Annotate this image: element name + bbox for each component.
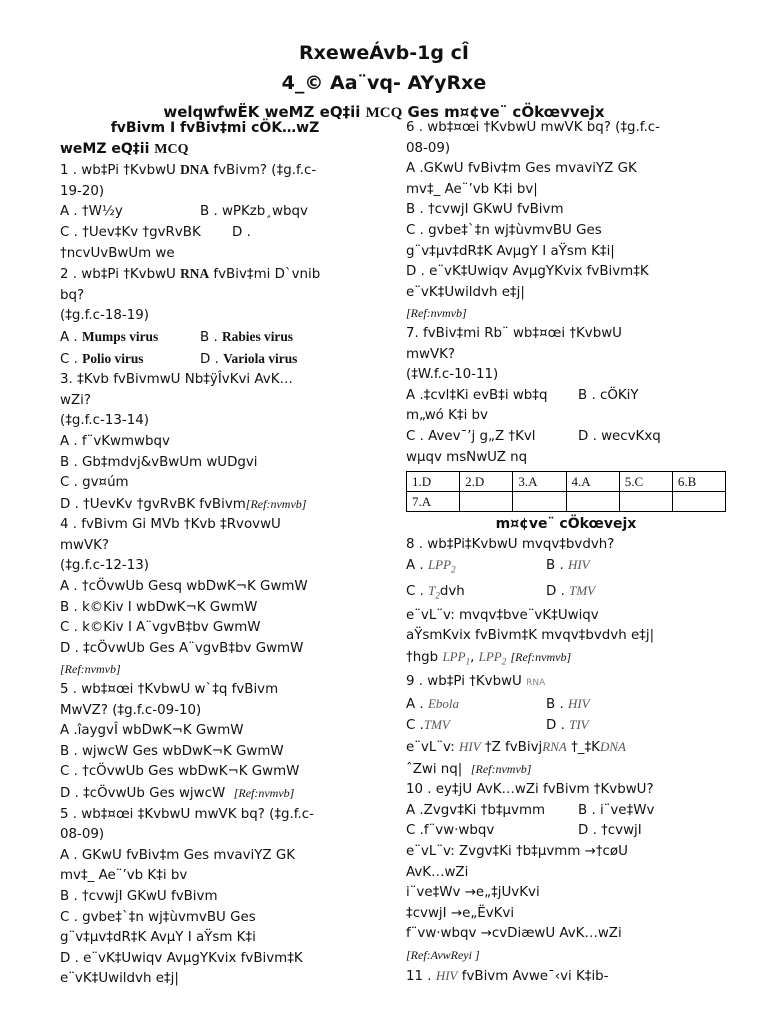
q6-reference: [Ref:nvmvb] [406, 306, 467, 321]
answer-cell: 4.A [566, 472, 619, 492]
q9-option-a[interactable] [406, 694, 546, 716]
q8-option-d-text: TMV [569, 582, 596, 598]
question-7: 7. fvBiv‡mi Rb¨ wb‡¤œi †KvbwU [406, 325, 622, 341]
q8-option-a-sub: 2 [451, 564, 456, 575]
q5b-option-d[interactable]: D . e¨vK‡Uwiqv AvµgYKvix fvBivm‡K [60, 950, 303, 966]
q9-reference: [Ref:nvmvb] [470, 761, 532, 776]
q5b-option-a-cont: mv‡_ Ae¨’vb K‡i bv [60, 868, 188, 884]
q8-option-a[interactable] [406, 555, 546, 580]
q1-options-cd [60, 223, 370, 244]
q9-option-b[interactable] [546, 694, 590, 716]
q1-options-ab [60, 202, 370, 223]
q4-option-a[interactable]: A . †cÖvwUb Gesq wbDwK¬K GwmW [60, 579, 308, 595]
q9-explanation-hiv: HIV [458, 739, 481, 755]
q6-option-d[interactable]: D . e¨vK‡Uwiqv AvµgYKvix fvBivm‡K [406, 264, 649, 280]
q7-option-d[interactable]: D . wecvKxq [578, 428, 661, 444]
q10-options-cd [406, 821, 726, 842]
q9-explanation-text1: †Z fvBivj [484, 740, 543, 756]
q2-option-a[interactable] [60, 327, 200, 349]
question-5b: 5 . wb‡¤œi ‡KvbwU mwVK bq? (‡g.f.c- [60, 806, 314, 822]
q4-option-b[interactable]: B . k©Kiv I wbDwK¬K GwmW [60, 599, 258, 615]
answer-cell [672, 492, 725, 512]
q8-option-c-label: C . [406, 583, 424, 599]
q10-option-a[interactable]: A .Zvgv‡Ki †b‡µvmm [406, 802, 546, 818]
question-4: 4 . fvBivm Gi MVb †Kvb ‡RvovwU [60, 517, 281, 533]
question-1 [60, 160, 370, 182]
q3-line3: (‡g.f.c-13-14) [60, 413, 149, 429]
q10-explanation-polio: ‡cvwjI →e„ËvKvi [406, 905, 515, 921]
q7-option-c-cont: wµqv msNwUZ nq [406, 449, 528, 465]
q3-line2: wZi? [60, 392, 91, 408]
q8-option-b-text: HIV [567, 557, 590, 573]
q9-option-c-label: C . [406, 718, 424, 734]
q7-line2: mwVK? [406, 346, 456, 362]
q6-option-a-cont: mv‡_ Ae¨’vb K‡i bv| [406, 181, 538, 197]
q7-options-ab [406, 386, 726, 407]
answer-cell [513, 492, 566, 512]
q1-option-b[interactable]: B . wPKzb¸wbqv [200, 204, 308, 220]
answer-cell [460, 492, 513, 512]
answer-cell: 1.D [407, 472, 460, 492]
left-section-subtitle-text: weMZ eQ‡ii [60, 140, 150, 157]
q7-option-a-cont: m„wó K‡i bv [406, 408, 488, 424]
q8-explanation: e¨vL¨v: mvqv‡bve¨vK‡Uwiqv [406, 607, 599, 623]
q2-option-c-text: Polio virus [82, 350, 144, 366]
q8-option-c-sub: 2 [435, 590, 440, 601]
q8-option-a-label: A . [406, 558, 424, 574]
q4-line3: (‡g.f.c-12-13) [60, 558, 149, 574]
q5b-line2: 08-09) [60, 827, 105, 843]
q8-example-lpp1-sub: 1 [465, 656, 471, 667]
q5b-option-c-cont: g¨v‡µv‡dR‡K AvµY I aŸsm K‡i [60, 930, 256, 946]
q2-options-ab [60, 327, 370, 349]
q9-explanation-dna: DNA [599, 739, 626, 755]
q5a-option-b[interactable]: B . wjwcW Ges wbDwK¬K GwmW [60, 743, 284, 759]
q9-option-c[interactable] [406, 715, 546, 737]
q9-rna-glyph: RNA [526, 678, 546, 689]
q3-option-d[interactable]: D . †UevKv †gvRvBK fvBivm [60, 496, 246, 512]
q9-explanation-text2: †_‡K [571, 740, 600, 756]
q2-option-a-text: Mumps virus [81, 328, 159, 344]
q5a-reference: [Ref:nvmvb] [233, 786, 295, 800]
answer-row [407, 492, 726, 512]
right-column [406, 118, 726, 987]
answer-row [407, 472, 726, 492]
q2-text-a: 2 . wb‡Pi †KvbwU [60, 267, 176, 283]
q3-option-d-row [60, 494, 370, 516]
q3-option-c[interactable]: C . gv¤úm [60, 475, 129, 491]
q7-option-c[interactable]: C . Avev¯’j g„Z †Kvl [406, 428, 536, 444]
q4-option-d[interactable]: D . ‡cÖvwUb Ges A¨vgvB‡bv GwmW [60, 640, 304, 656]
q9-option-d-text: TIV [569, 717, 589, 733]
q2-option-b-text: Rabies virus [221, 328, 294, 344]
q10-explanation-cont: AvK…wZi [406, 864, 469, 880]
q8-explanation-example [406, 647, 726, 672]
q9-text: 9 . wb‡Pi †KvbwU [406, 674, 522, 690]
q2-option-c[interactable] [60, 349, 200, 371]
q7-option-b[interactable]: B . cÖKiY [578, 387, 639, 403]
q5b-option-c[interactable]: C . gvbe‡`‡n wj‡ùvmvBU Ges [60, 909, 256, 925]
q9-option-b-text: HIV [567, 695, 590, 711]
q8-option-b[interactable] [546, 555, 590, 577]
q10-explanation-vaccinia: f¨vw·wbqv →cvDiæwU AvK…wZi [406, 926, 622, 942]
q6-option-d-cont: e¨vK‡Uwildvh e‡j| [406, 284, 525, 300]
q9-option-b-label: B . [546, 696, 564, 712]
q10-explanation-rhabdo: i¨ve‡Wv →e„‡jUvKvi [406, 885, 540, 901]
q8-options-cd [406, 581, 726, 606]
q8-example-label: †hgb [406, 650, 439, 665]
q10-option-c[interactable]: C .f¨vw·wbqv [406, 823, 495, 839]
q3-reference: [Ref:nvmvb] [245, 496, 307, 511]
q8-option-c[interactable] [406, 581, 546, 606]
q2-option-d-label: D . [200, 351, 219, 367]
question-10: 10 . ey‡jU AvK…wZi fvBivm †KvbwU? [406, 782, 654, 798]
q10-options-ab [406, 801, 726, 822]
q8-options-ab [406, 555, 726, 580]
q8-reference: [Ref:nvmvb] [510, 650, 572, 664]
q4-option-c[interactable]: C . k©Kiv I A¨vgvB‡bv GwmW [60, 620, 261, 636]
section-heading-mcq: MCQ [365, 105, 403, 121]
q2-option-b-label: B . [200, 329, 218, 345]
left-column [60, 118, 370, 990]
question-3: 3. ‡Kvb fvBivmwU Nb‡ÿÎvKvi AvK… [60, 372, 293, 388]
q9-option-d-label: D . [546, 718, 565, 734]
q1-text-c: fvBivm? (‡g.f.c- [213, 163, 317, 179]
q8-example-lpp2: LPP [478, 649, 502, 664]
q11-number: 11 . [406, 968, 432, 984]
question-6: 6 . wb‡¤œi †KvbwU mwVK bq? (‡g.f.c- [406, 120, 660, 135]
q6-option-c[interactable]: C . gvbe‡`‡n wj‡ùvmvBU Ges [406, 222, 602, 238]
q9-options-ab [406, 694, 726, 716]
q7-line3: (‡W.f.c-10-11) [406, 367, 499, 383]
q9-explanation-rna: RNA [542, 739, 567, 755]
q7-option-a[interactable]: A .‡cvl‡Ki evB‡i wb‡q [406, 387, 548, 403]
q5a-option-d-row [60, 783, 370, 805]
q8-option-b-label: B . [546, 558, 564, 574]
q5b-option-d-cont: e¨vK‡Uwildvh e‡j| [60, 971, 179, 987]
answer-table [406, 471, 726, 512]
chapter-subtitle: 4_© Aa¨vq- AYyRxe [281, 72, 487, 94]
question-8: 8 . wb‡Pi‡KvbwU mvqv‡bvdvh? [406, 536, 615, 552]
q2-option-d-text: Variola virus [223, 350, 298, 366]
q9-option-c-text: TMV [423, 717, 450, 733]
q1-line2: 19-20) [60, 183, 105, 199]
left-section-subtitle [60, 139, 370, 161]
q2-options-cd [60, 349, 370, 371]
q9-explanation-cont: ˆZwi nq| [406, 761, 463, 777]
q5b-option-a[interactable]: A . GKwU fvBiv‡m Ges mvaviYZ GK [60, 847, 295, 863]
question-9 [406, 672, 726, 694]
q6-line2: 08-09) [406, 140, 451, 156]
question-11 [406, 966, 726, 988]
q2-option-b[interactable] [200, 327, 293, 349]
q1-option-d-text: †ncvUvBwUm we [60, 245, 175, 261]
q10-explanation: e¨vL¨v: Zvgv‡Ki †b‡µvmm →†cøU [406, 844, 628, 860]
probable-questions-title: m¤¢ve¨ cÖkœvejx [495, 516, 637, 533]
q1-text-a: 1 . wb‡Pi †KvbwU [60, 163, 176, 179]
q6-option-c-cont: g¨v‡µv‡dR‡K AvµgY I aŸsm K‡i| [406, 243, 615, 259]
section-heading-part2: Ges m¤¢ve¨ cÖkœvvejx [407, 103, 605, 121]
q9-option-a-text: Ebola [427, 695, 460, 711]
q9-explanation-cont-row [406, 759, 726, 781]
answer-cell [619, 492, 672, 512]
q10-option-b[interactable]: B . i¨ve‡Wv [578, 802, 655, 818]
q9-option-a-label: A . [406, 696, 424, 712]
q11-text: fvBivm Avwe¯‹vi K‡ib- [461, 968, 609, 984]
question-5a: 5 . wb‡¤œi †KvbwU w`‡q fvBivm [60, 682, 279, 698]
page-header [0, 38, 768, 125]
q8-option-c-suffix: dvh [439, 583, 465, 599]
q1-option-d[interactable]: D . [232, 224, 251, 240]
q5a-line2: MwVZ? (‡g.f.c-09-10) [60, 702, 202, 718]
section-heading-part1: welqwfwËK weMZ eQ‡ii [163, 103, 361, 121]
q9-explanation [406, 737, 726, 759]
q3-option-a[interactable]: A . f¨vKwmwbqv [60, 433, 170, 449]
q8-option-d[interactable] [546, 581, 595, 603]
q4-reference: [Ref:nvmvb] [60, 662, 121, 677]
q8-option-a-text: LPP [427, 557, 452, 573]
q10-option-d[interactable]: D . †cvwjI [578, 823, 642, 839]
q11-hiv: HIV [435, 967, 458, 983]
q8-example-lpp1: LPP [442, 649, 466, 664]
answer-cell: 5.C [619, 472, 672, 492]
q9-option-d[interactable] [546, 715, 589, 737]
q5a-option-d[interactable]: D . ‡cÖvwUb Ges wjwcW [60, 786, 226, 801]
left-section-title: fvBivm I fvBiv‡mi cÖK…wZ [110, 120, 320, 136]
q5b-option-b[interactable]: B . †cvwjI GKwU fvBivm [60, 888, 218, 904]
q8-option-c-text: T [428, 582, 436, 598]
left-section-subtitle-mcq: MCQ [154, 141, 189, 157]
q5a-option-a[interactable]: A .îaygvÎ wbDwK¬K GwmW [60, 723, 244, 739]
q9-options-cd [406, 715, 726, 737]
q1-option-c[interactable]: C . †Uev‡Kv †gvRvBK [60, 224, 201, 240]
q9-explanation-label: e¨vL¨v: [406, 740, 455, 756]
q2-line2: bq? [60, 287, 85, 303]
q2-rna: RNA [180, 266, 210, 282]
q6-option-b[interactable]: B . †cvwjI GKwU fvBivm [406, 202, 564, 218]
q10-reference: [Ref:AvwReyi ] [406, 947, 480, 962]
answer-cell: 2.D [460, 472, 513, 492]
answer-cell [566, 492, 619, 512]
q2-line3: (‡g.f.c-18-19) [60, 308, 149, 324]
answer-cell: 7.A [407, 492, 460, 512]
q4-line2: mwVK? [60, 537, 110, 553]
q1-dna: DNA [180, 162, 210, 178]
q6-option-a[interactable]: A .GKwU fvBiv‡m Ges mvaviYZ GK [406, 161, 637, 177]
q2-text-c: fvBiv‡mi D`vnib [213, 267, 321, 283]
answer-cell: 3.A [513, 472, 566, 492]
q2-option-a-label: A . [60, 329, 78, 345]
q7-options-cd [406, 427, 726, 448]
q8-example-lpp2-sub: 2 [501, 656, 507, 667]
q8-example-comma: , [470, 650, 475, 665]
chapter-title: RxeweÁvb-1g cÎ [299, 42, 469, 64]
question-2 [60, 264, 370, 286]
q8-option-d-label: D . [546, 583, 565, 599]
q8-explanation-cont: aŸsmKvix fvBivm‡K mvqv‡bvdvh e‡j| [406, 628, 655, 644]
q2-option-d[interactable] [200, 349, 297, 371]
q5a-option-c[interactable]: C . †cÖvwUb Ges wbDwK¬K GwmW [60, 764, 300, 780]
answer-cell: 6.B [672, 472, 725, 492]
q2-option-c-label: C . [60, 351, 78, 367]
q3-option-b[interactable]: B . Gb‡mdvj&vBwUm wUDgvi [60, 454, 258, 470]
q1-option-a[interactable]: A . †W½y [60, 204, 123, 220]
